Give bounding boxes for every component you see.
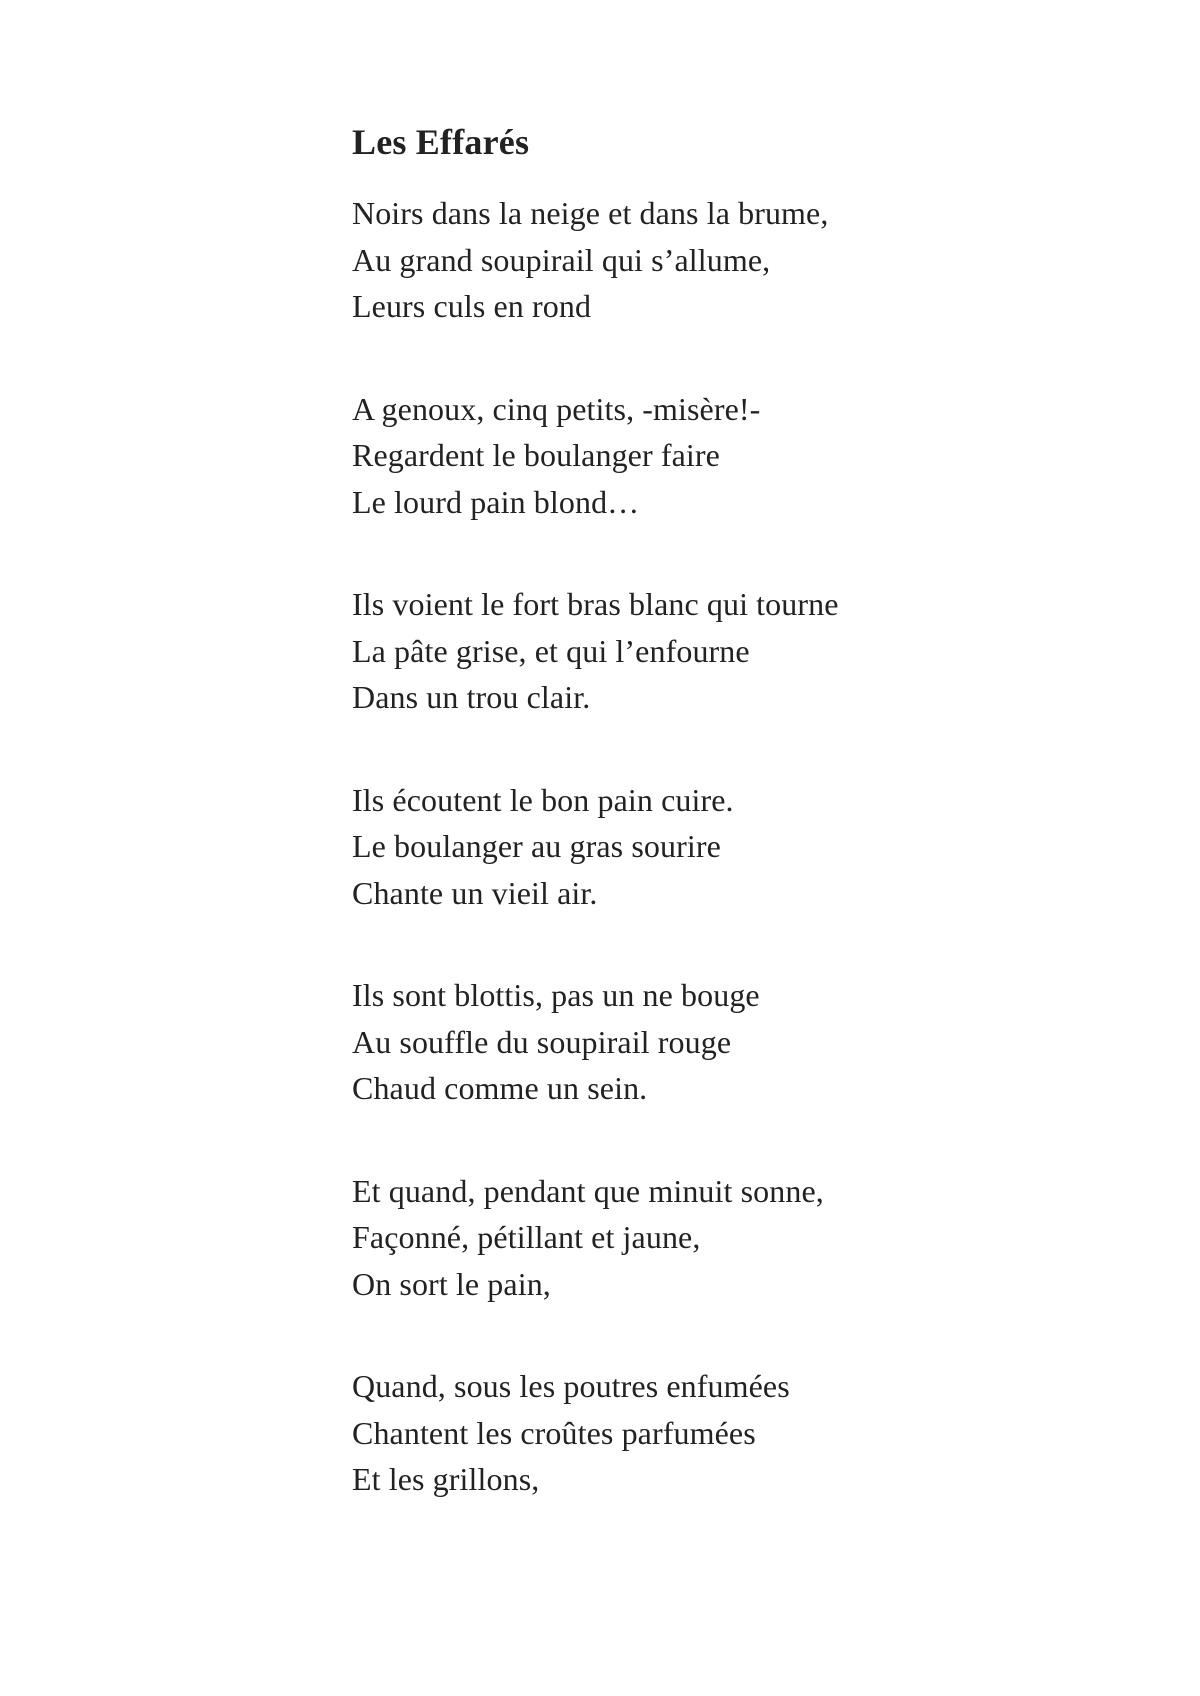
poem-line: Chaud comme un sein. [352, 1070, 648, 1106]
stanza-1 [352, 190, 1052, 330]
poem-line: Et quand, pendant que minuit sonne, [352, 1172, 824, 1209]
poem-line: Façonné, pétillant et jaune, [352, 1219, 701, 1255]
poem-line: Ils sont blottis, pas un ne bouge [352, 977, 760, 1013]
poem-line: Le boulanger au gras sourire [352, 828, 721, 864]
stanza-6 [352, 1168, 1052, 1308]
stanza-2 [352, 386, 1052, 526]
poem-line: Le lourd pain blond… [352, 483, 640, 520]
poem-line: Au souffle du soupirail rouge [352, 1023, 732, 1060]
poem-title: Les Effarés [352, 122, 530, 162]
poem-line: Et les grillons, [352, 1461, 540, 1497]
poem-line: On sort le pain, [352, 1265, 551, 1302]
poem-line: Chantent les croûtes parfumées [352, 1414, 756, 1451]
poem-line: Dans un trou clair. [352, 679, 591, 715]
stanza-5 [352, 972, 1052, 1112]
stanza-7 [352, 1363, 1052, 1503]
poem-line: A genoux, cinq petits, -misère!- [352, 390, 761, 427]
poem [352, 118, 1052, 1559]
stanza-3 [352, 581, 1052, 721]
poem-line: Noirs dans la neige et dans la brume, [352, 195, 829, 231]
poem-line: Regardent le boulanger faire [352, 437, 720, 473]
poem-line: Ils voient le fort bras blanc qui tourne [352, 586, 839, 622]
stanza-4 [352, 777, 1052, 917]
poem-line: Ils écoutent le bon pain cuire. [352, 781, 734, 818]
poem-line: Au grand soupirail qui s’allume, [352, 241, 771, 278]
poem-line: Leurs culs en rond [352, 288, 592, 324]
poem-line: Quand, sous les poutres enfumées [352, 1368, 790, 1404]
poem-line: Chante un vieil air. [352, 874, 598, 911]
poem-line: La pâte grise, et qui l’enfourne [352, 632, 750, 669]
